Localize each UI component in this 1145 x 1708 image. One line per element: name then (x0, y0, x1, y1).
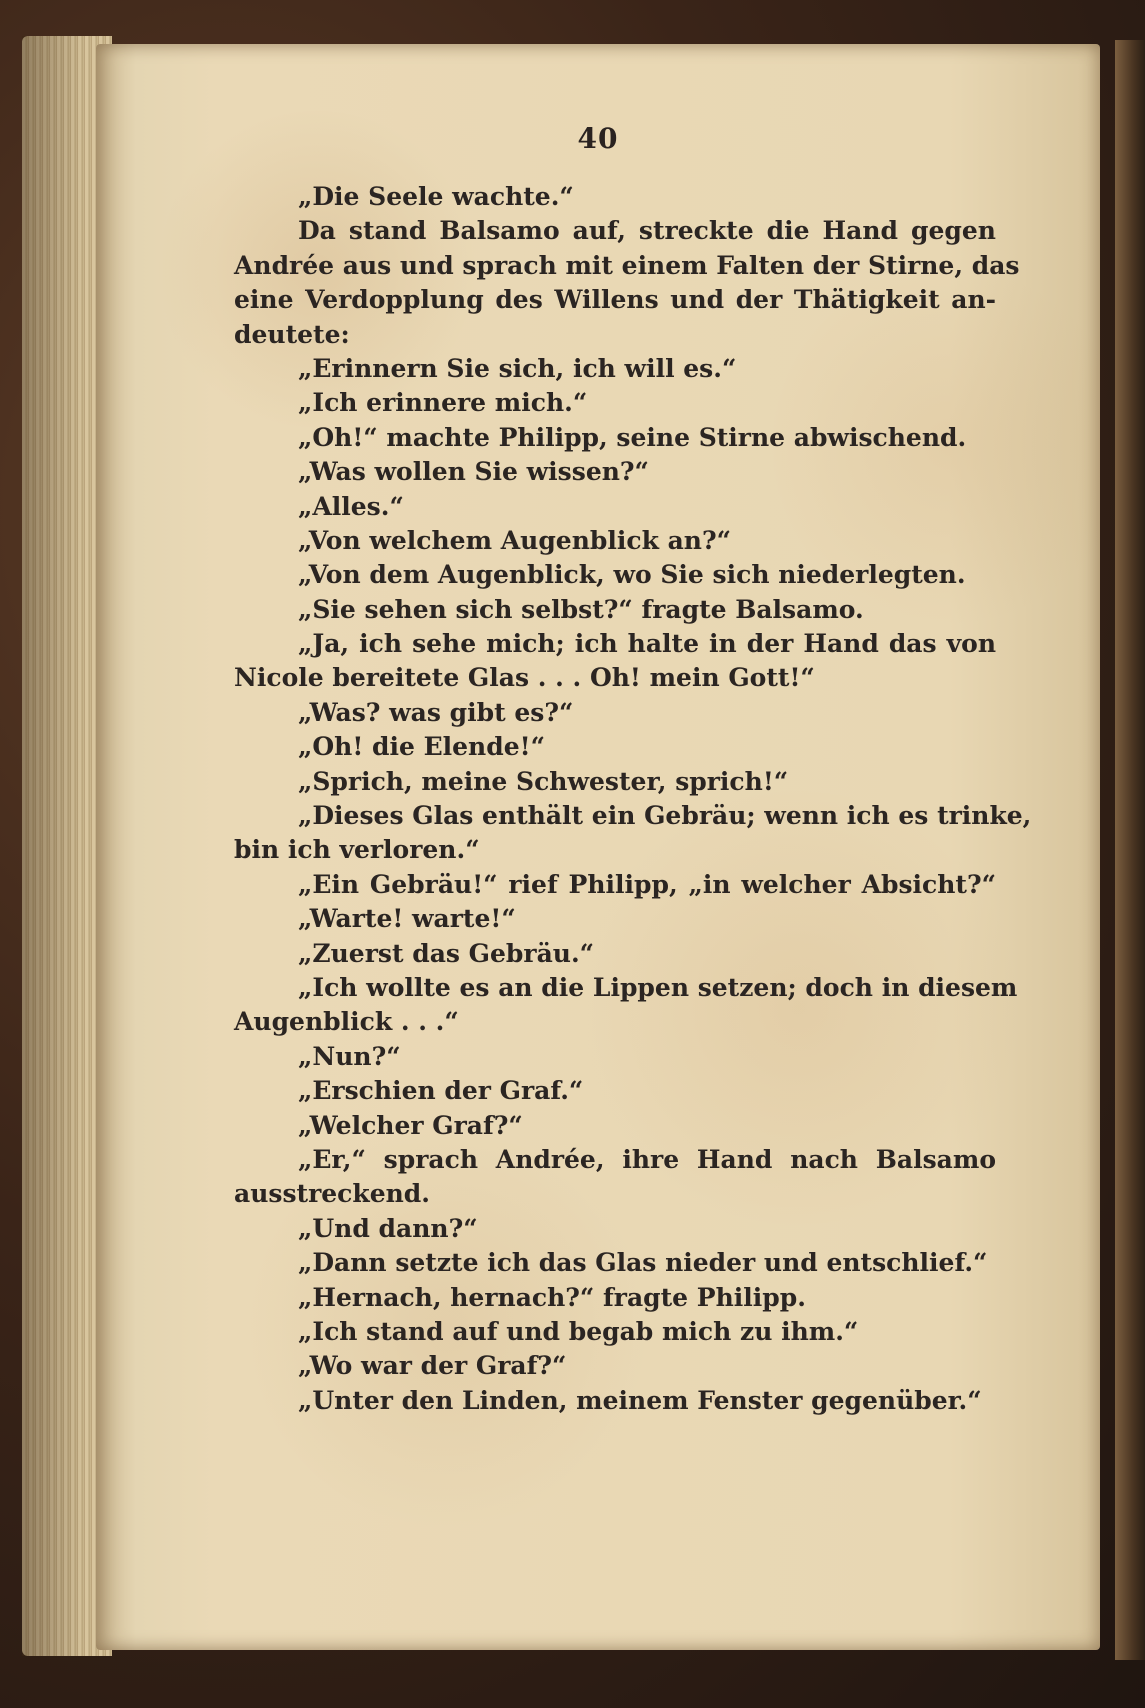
text-line: „Was? was gibt es?“ (298, 697, 574, 727)
text-line: „Er,“ sprach Andrée, ihre Hand nach Balsamo (298, 1144, 996, 1174)
text-line: „Erinnern Sie sich, ich will es.“ (298, 353, 737, 383)
text-line: „Ja, ich sehe mich; ich halte in der Hand das von (298, 629, 996, 659)
text-line: Augenblick . . .“ (234, 1007, 459, 1037)
text-line: ausstreckend. (234, 1179, 430, 1209)
text-line: „Alles.“ (298, 491, 404, 521)
text-line: „Erschien der Graf.“ (298, 1076, 584, 1106)
text-line: Andrée aus und sprach mit einem Falten der Stirne, das (234, 250, 1020, 280)
text-line: eine Verdopplung des Willens und der Thätigkeit an- (234, 285, 996, 315)
text-line: „Unter den Linden, meinem Fenster gegenüber.“ (298, 1385, 982, 1415)
page-number: 40 (577, 122, 619, 155)
text-line: „Ich stand auf und begab mich zu ihm.“ (298, 1316, 859, 1346)
book-page (96, 44, 1100, 1650)
text-line: „Zuerst das Gebräu.“ (298, 938, 595, 968)
text-line: „Von welchem Augenblick an?“ (298, 525, 732, 555)
text-line: „Nun?“ (298, 1041, 401, 1071)
text-line: „Dann setzte ich das Glas nieder und entschlief.“ (298, 1248, 988, 1278)
page-text (234, 180, 1032, 1418)
text-line: „Oh! die Elende!“ (298, 732, 545, 762)
text-line: „Dieses Glas enthält ein Gebräu; wenn ich es trinke, (298, 801, 1032, 831)
text-line: „Von dem Augenblick, wo Sie sich niederlegten. (298, 560, 966, 590)
text-line: bin ich verloren.“ (234, 835, 480, 865)
text-line: „Ein Gebräu!“ rief Philipp, „in welcher Absicht?“ (298, 869, 996, 899)
text-line: „Hernach, hernach?“ fragte Philipp. (298, 1282, 806, 1312)
text-line: „Oh!“ machte Philipp, seine Stirne abwischend. (298, 422, 967, 452)
book-cover-edge (1115, 40, 1145, 1660)
text-line: „Wo war der Graf?“ (298, 1351, 567, 1381)
text-line: „Warte! warte!“ (298, 904, 516, 934)
text-line: Nicole bereitete Glas . . . Oh! mein Gott!“ (234, 663, 815, 693)
text-line: „Die Seele wachte.“ (298, 182, 574, 211)
text-line: deutete: (234, 319, 350, 349)
text-line: „Sprich, meine Schwester, sprich!“ (298, 766, 789, 796)
text-line: Da stand Balsamo auf, streckte die Hand gegen (298, 216, 996, 246)
text-line: „Welcher Graf?“ (298, 1110, 523, 1140)
text-line: „Ich wollte es an die Lippen setzen; doch in diesem (298, 972, 1018, 1002)
text-line: „Was wollen Sie wissen?“ (298, 457, 649, 487)
text-line: „Sie sehen sich selbst?“ fragte Balsamo. (298, 594, 864, 624)
text-line: „Und dann?“ (298, 1213, 478, 1243)
text-line: „Ich erinnere mich.“ (298, 388, 588, 418)
